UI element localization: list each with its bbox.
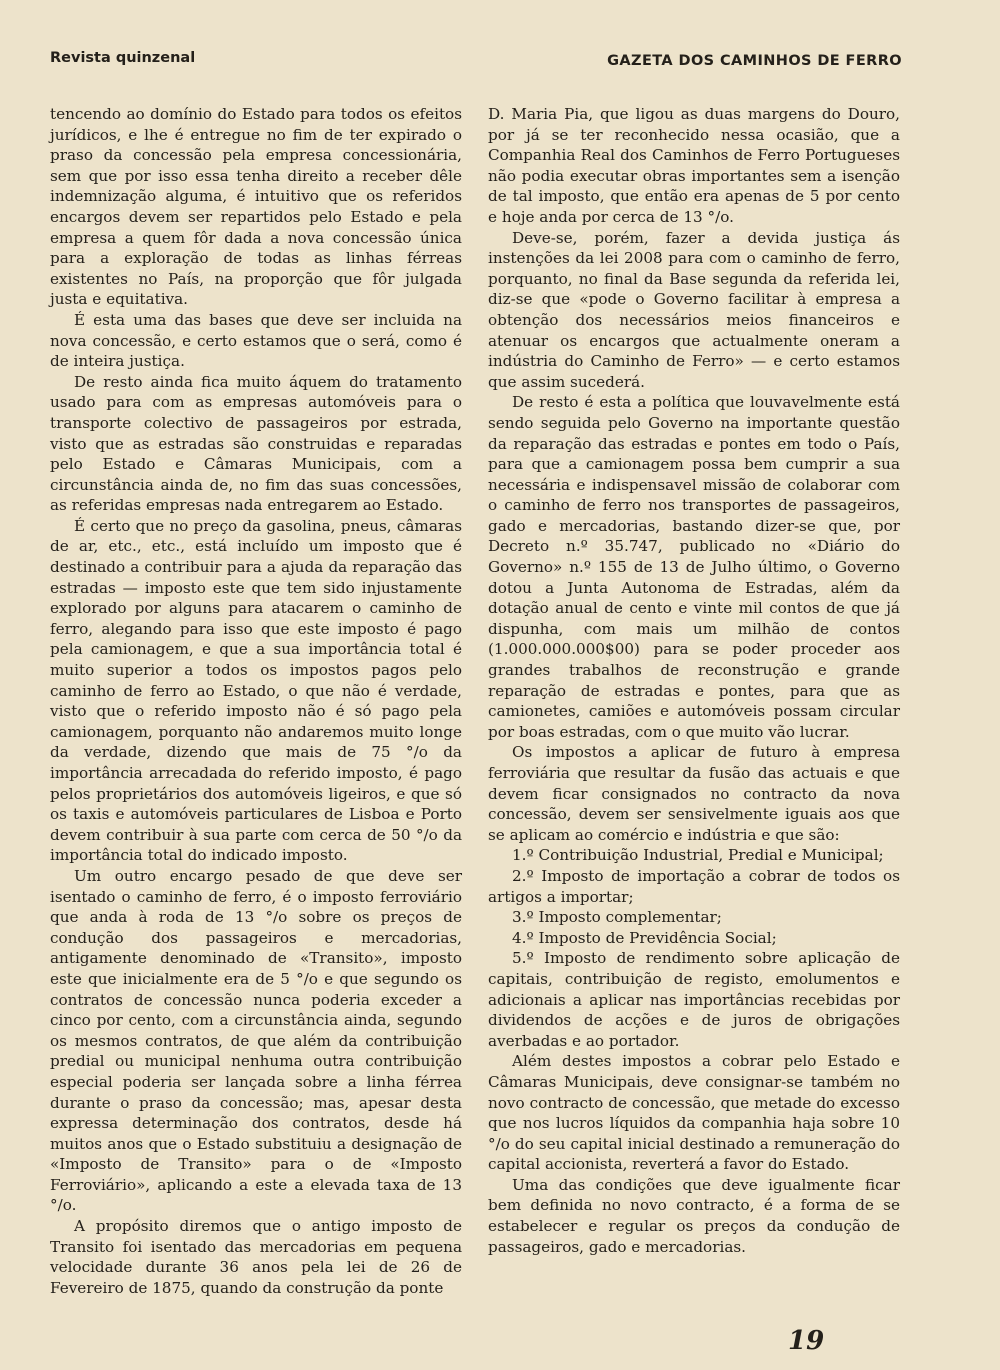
- paragraph: tencendo ao domínio do Estado para todos os efeitos jurídicos, e lhe é entregue no fim de ter expirado o praso da concessão pela empresa concessionária, sem que por isso essa tenha direito a receber dêle indemnização alguma, é intuitivo que os referidos encargos devem ser repartidos pelo Estado e pela empresa a quem fôr dada a nova concessão única para a exploração de todas as linhas férreas existentes no País, na proporção que fôr julgada justa e equitativa.: [50, 105, 462, 309]
- list-item: 2.º Imposto de importação a cobrar de todos os artigos a importar;: [488, 866, 900, 906]
- paragraph: Um outro encargo pesado de que deve ser isentado o caminho de ferro, é o imposto ferroviário que anda à roda de 13 °/o sobre os preços de condução dos passageiros e mercadorias, antigamente denominado de «Transito», imposto este que inicialmente era de 5 °/o e que segundo os contratos de concessão nunca poderia exceder a cinco por cento, com a circunstância ainda, segundo os mesmos contratos, de que além da contribuição predial ou municipal nenhuma outra contribuição especial poderia ser lançada sobre a linha férrea durante o praso da concessão; mas, apesar desta expressa determinação dos contratos, desde há muitos anos que o Estado substituiu a designação de «Imposto de Transito» para o de «Imposto Ferroviário», aplicando a este a elevada taxa de 13 °/o.: [50, 866, 462, 1215]
- paragraph: A propósito diremos que o antigo imposto de Transito foi isentado das mercadorias em pequena velocidade durante 36 anos pela lei de 26 de Fevereiro de 1875, quando da construção da ponte: [50, 1217, 462, 1297]
- paragraph: Uma das condições que deve igualmente ficar bem definida no novo contracto, é a forma de se estabelecer e regular os preços da condução de passageiros, gado e mercadorias.: [488, 1175, 900, 1256]
- list-item: 5.º Imposto de rendimento sobre aplicação de capitais, contribuição de registo, emolumentos e adicionais a aplicar nas importâncias recebidas por dividendos de acções e de juros de obrigações averbadas e ao portador.: [488, 949, 900, 1050]
- paragraph: De resto é esta a política que louvavelmente está sendo seguida pelo Governo na importante questão da reparação das estradas e pontes em todo o País, para que a camionagem possa bem cumprir a sua necessária e indispensavel missão de colaborar com o caminho de ferro nos transportes de passageiros, gado e mercadorias, bastando dizer-se que, por Decreto n.º 35.747, publicado no «Diário do Governo» n.º 155 de 13 de Julho último, o Governo dotou a Junta Autonoma de Estradas, além da dotação anual de cento e vinte mil contos de que já dispunha, com mais um milhão de contos (1.000.000.000$00) para se poder proceder aos grandes trabalhos de reconstrução e grande reparação de estradas e pontes, para que as camionetes, camiões e automóveis possam circular por boas estradas, com o que muito vão lucrar.: [488, 393, 900, 741]
- running-head-left: Revista quinzenal: [50, 50, 196, 66]
- paragraph: D. Maria Pia, que ligou as duas margens do Douro, por já se ter reconhecido nessa ocasião, que a Companhia Real dos Caminhos de Ferro Portugueses não podia executar obras importantes sem a isenção de tal imposto, que então era apenas de 5 por cento e hoje anda por cerca de 13 °/o.: [488, 105, 900, 226]
- paragraph: Além destes impostos a cobrar pelo Estado e Câmaras Municipais, deve consignar-se também no novo contracto de concessão, que metade do excesso que nos lucros líquidos da companhia haja sobre 10 °/o do seu capital inicial destinado a remuneração do capital accionista, reverterá a favor do Estado.: [488, 1052, 900, 1174]
- paragraph: De resto ainda fica muito áquem do tratamento usado para com as empresas automóveis para o transporte colectivo de passageiros por estrada, visto que as estradas são construidas e reparadas pelo Estado e Câmaras Municipais, com a circunstância ainda de, no fim das suas concessões, as referidas empresas nada entregarem ao Estado.: [50, 372, 462, 515]
- left-column: [50, 104, 462, 1298]
- right-column: [488, 104, 900, 1257]
- paragraph: É esta uma das bases que deve ser incluida na nova concessão, e certo estamos que o será, como é de inteira justiça.: [50, 310, 462, 371]
- running-head-right: GAZETA DOS CAMINHOS DE FERRO: [607, 53, 902, 69]
- paragraph: É certo que no preço da gasolina, pneus, câmaras de ar, etc., etc., está incluído um imposto que é destinado a contribuir para a ajuda da reparação das estradas — imposto este que tem sido injustamente explorado por alguns para atacarem o caminho de ferro, alegando para isso que este imposto é pago pela camionagem, e que a sua importância total é muito superior a todos os impostos pagos pelo caminho de ferro ao Estado, o que não é verdade, visto que o referido imposto não é só pago pela camionagem, porquanto não andaremos muito longe da verdade, dizendo que mais de 75 °/o da importância arrecadada do referido imposto, é pago pelos proprietários dos automóveis ligeiros, e que só os taxis e automóveis particulares de Lisboa e Porto devem contribuir à sua parte com cerca de 50 °/o da importância total do indicado imposto.: [50, 516, 462, 865]
- list-item: 3.º Imposto complementar;: [512, 908, 722, 927]
- paragraph: Deve-se, porém, fazer a devida justiça ás instenções da lei 2008 para com o caminho de ferro, porquanto, no final da Base segunda da referida lei, diz-se que «pode o Governo facilitar à empresa a obtenção dos necessários meios financeiros e atenuar os encargos que actualmente oneram a indústria do Caminho de Ferro» — e certo estamos que assim sucederá.: [488, 228, 900, 391]
- list-item: 1.º Contribuição Industrial, Predial e Municipal;: [512, 846, 884, 865]
- page-number: 19: [788, 1326, 825, 1356]
- list-item: 4.º Imposto de Previdência Social;: [512, 928, 777, 947]
- paragraph: Os impostos a aplicar de futuro à empresa ferroviária que resultar da fusão das actuais e que devem ficar consignados no contracto da nova concessão, devem ser sensivelmente iguais aos que se aplicam ao comércio e indústria e que são:: [488, 743, 900, 844]
